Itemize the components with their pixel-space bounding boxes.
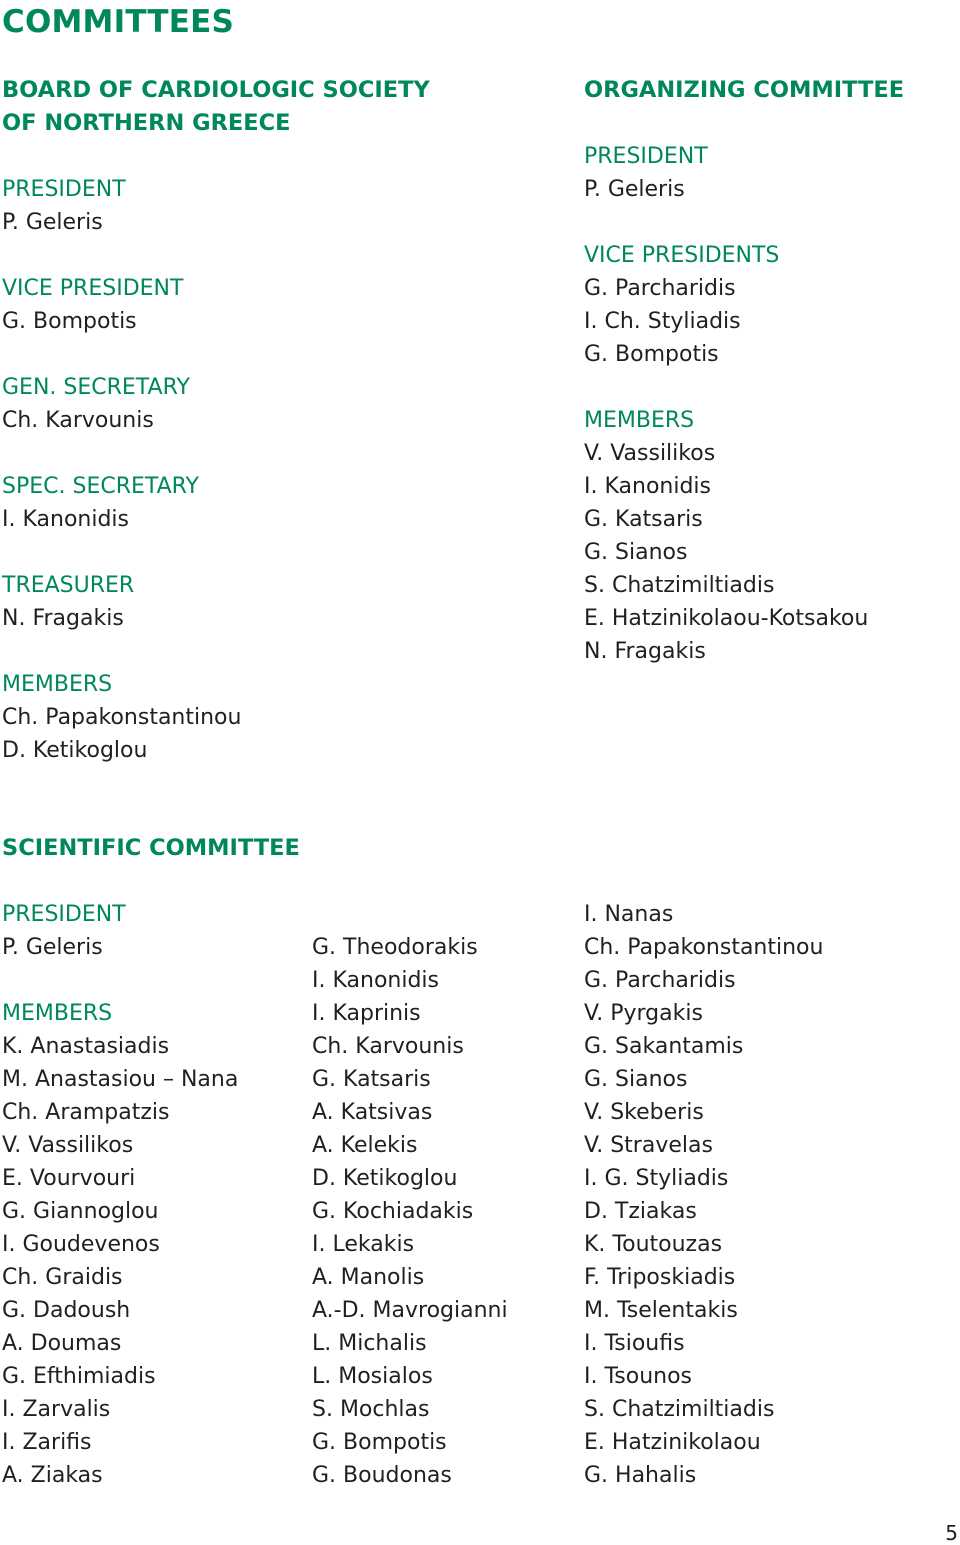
board-section [2, 74, 430, 767]
scientific-member: I. Zarifis [2, 1430, 92, 1455]
scientific-member: G. Sianos [584, 1067, 688, 1092]
organizing-vice-presidents-label: VICE PRESIDENTS [584, 243, 780, 268]
board-gen-secretary: Ch. Karvounis [2, 408, 154, 433]
scientific-member: M. Anastasiou – Nana [2, 1067, 239, 1092]
organizing-vice-president: G. Parcharidis [584, 276, 736, 301]
scientific-member: G. Parcharidis [584, 968, 736, 993]
scientific-member: G. Hahalis [584, 1463, 697, 1488]
board-spec-secretary-label: SPEC. SECRETARY [2, 474, 199, 499]
board-vice-president-label: VICE PRESIDENT [2, 276, 184, 301]
scientific-heading: SCIENTIFIC COMMITTEE [2, 835, 300, 861]
board-member: Ch. Papakonstantinou [2, 705, 242, 730]
board-spec-secretary: I. Kanonidis [2, 507, 129, 532]
board-member: D. Ketikoglou [2, 738, 148, 763]
scientific-member: I. Tsounos [584, 1364, 693, 1389]
scientific-member: I. Nanas [584, 902, 674, 927]
scientific-member: I. Zarvalis [2, 1397, 111, 1422]
scientific-member: L. Michalis [312, 1331, 427, 1356]
organizing-section [584, 74, 904, 668]
scientific-member: A. Doumas [2, 1331, 122, 1356]
scientific-member: G. Dadoush [2, 1298, 131, 1323]
board-treasurer: N. Fragakis [2, 606, 124, 631]
scientific-member: I. Tsioufis [584, 1331, 685, 1356]
organizing-member: S. Chatzimiltiadis [584, 573, 775, 598]
scientific-president-label: PRESIDENT [2, 902, 126, 927]
scientific-member: G. Giannoglou [2, 1199, 159, 1224]
scientific-heading-wrap [2, 832, 300, 865]
organizing-heading: ORGANIZING COMMITTEE [584, 77, 905, 103]
organizing-member: G. Sianos [584, 540, 688, 565]
board-heading-line1: BOARD OF CARDIOLOGIC SOCIETY [2, 77, 430, 103]
organizing-member: I. Kanonidis [584, 474, 711, 499]
scientific-member: D. Tziakas [584, 1199, 697, 1224]
scientific-member: Ch. Papakonstantinou [584, 935, 824, 960]
organizing-president: P. Geleris [584, 177, 685, 202]
scientific-member: L. Mosialos [312, 1364, 433, 1389]
scientific-president: P. Geleris [2, 935, 103, 960]
scientific-member: E. Hatzinikolaou [584, 1430, 761, 1455]
scientific-col1 [2, 898, 238, 1492]
board-president: P. Geleris [2, 210, 103, 235]
scientific-member: K. Anastasiadis [2, 1034, 170, 1059]
organizing-vice-president: I. Ch. Styliadis [584, 309, 741, 334]
organizing-vice-president: G. Bompotis [584, 342, 719, 367]
scientific-member: K. Toutouzas [584, 1232, 723, 1257]
scientific-member: A. Manolis [312, 1265, 425, 1290]
scientific-member: M. Tselentakis [584, 1298, 738, 1323]
scientific-member: G. Katsaris [312, 1067, 431, 1092]
scientific-members-label: MEMBERS [2, 1001, 113, 1026]
scientific-member: V. Stravelas [584, 1133, 713, 1158]
board-members-label: MEMBERS [2, 672, 113, 697]
scientific-member: I. Goudevenos [2, 1232, 160, 1257]
scientific-member: D. Ketikoglou [312, 1166, 458, 1191]
organizing-members-label: MEMBERS [584, 408, 695, 433]
organizing-member: N. Fragakis [584, 639, 706, 664]
scientific-member: I. Kaprinis [312, 1001, 421, 1026]
scientific-member: G. Efthimiadis [2, 1364, 156, 1389]
scientific-col2 [312, 931, 508, 1492]
scientific-member: A. Kelekis [312, 1133, 418, 1158]
board-treasurer-label: TREASURER [2, 573, 135, 598]
scientific-member: V. Skeberis [584, 1100, 704, 1125]
scientific-member: A. Katsivas [312, 1100, 433, 1125]
scientific-member: G. Boudonas [312, 1463, 452, 1488]
scientific-member: Ch. Karvounis [312, 1034, 464, 1059]
organizing-member: G. Katsaris [584, 507, 703, 532]
scientific-member: S. Chatzimiltiadis [584, 1397, 775, 1422]
scientific-member: E. Vourvouri [2, 1166, 136, 1191]
scientific-col3 [584, 898, 823, 1492]
board-heading-line2: OF NORTHERN GREECE [2, 110, 291, 136]
scientific-member: G. Bompotis [312, 1430, 447, 1455]
scientific-member: I. Kanonidis [312, 968, 439, 993]
scientific-member: V. Vassilikos [2, 1133, 134, 1158]
organizing-president-label: PRESIDENT [584, 144, 708, 169]
scientific-member: A.-D. Mavrogianni [312, 1298, 508, 1323]
scientific-member: F. Triposkiadis [584, 1265, 736, 1290]
scientific-member: Ch. Graidis [2, 1265, 123, 1290]
scientific-member: G. Kochiadakis [312, 1199, 474, 1224]
board-vice-president: G. Bompotis [2, 309, 137, 334]
scientific-member: G. Sakantamis [584, 1034, 744, 1059]
scientific-member: G. Theodorakis [312, 935, 478, 960]
scientific-member: A. Ziakas [2, 1463, 103, 1488]
board-president-label: PRESIDENT [2, 177, 126, 202]
scientific-member: I. Lekakis [312, 1232, 415, 1257]
scientific-member: I. G. Styliadis [584, 1166, 729, 1191]
organizing-member: V. Vassilikos [584, 441, 716, 466]
scientific-member: S. Mochlas [312, 1397, 430, 1422]
scientific-member: V. Pyrgakis [584, 1001, 703, 1026]
scientific-member: Ch. Arampatzis [2, 1100, 170, 1125]
page-number: 5 [945, 1521, 958, 1545]
page-title: COMMITTEES [2, 4, 235, 40]
organizing-member: E. Hatzinikolaou-Kotsakou [584, 606, 869, 631]
board-gen-secretary-label: GEN. SECRETARY [2, 375, 190, 400]
